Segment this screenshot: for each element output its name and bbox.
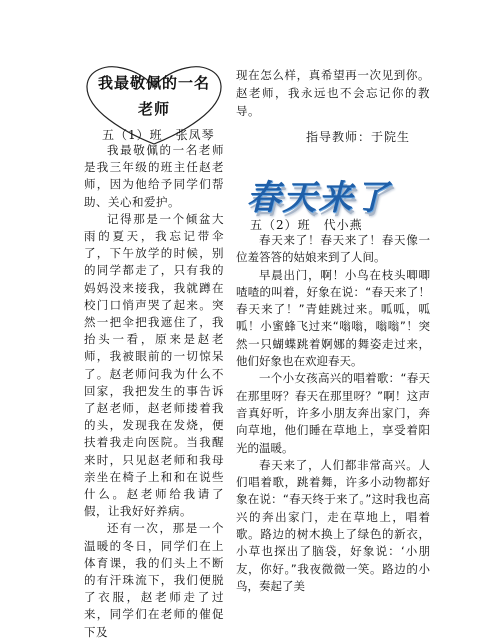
guide-teacher: 指导教师：于院生 [306,130,411,144]
paragraph: 一个小女孩高兴的唱着歌：“春天在那里呀？春天在那里呀？”啊！这声音真好听，许多小朋友奔出家门，奔向草地，他们睡在草地上，享受着阳光的温暖。 [236,371,430,455]
paragraph: 春天来了！春天来了！春天像一位羞答答的姑娘来到了人间。 [236,233,430,265]
author-left: 五（1）班 张凤琴 [102,128,215,142]
continuation-text: 现在怎么样，真希望再一次见到你。赵老师，我永远也不会忘记你的教导。 [236,68,430,118]
author-right: 五（2）班 代小燕 [250,218,363,232]
paragraph: 记得那是一个倾盆大雨的夏天，我忘记带伞了，下午放学的时候，别的同学都走了，只有我的妈妈没来接我，我就蹲在校门口悄声哭了起来。突然一把伞把我遮住了，我抬头一看，原来是赵老师，我被眼前的一切惊呆了。赵老师问我为什么不回家，我把发生的事告诉了赵老师，赵老师搂着我的头，发现我在发烧，便扶着我走向医院。当我醒来时，只见赵老师和我母亲坐在椅子上和和在说些什么。赵老师给我请了假，让我好好养病。 [84,211,224,519]
paragraph: 我最敬佩的一名老师是我三年级的班主任赵老师，因为他给予同学们帮助、关心和爱护。 [84,143,224,209]
title-line-2: 老师 [137,100,170,118]
article-title-right [244,170,420,218]
title-line-1: 我最敬佩的一名 [97,74,210,92]
paragraph: 早晨出门，啊！小鸟在枝头唧唧喳喳的叫着，好象在说：“春天来了！春天来了！”青蛙跳过来。呱呱，呱呱！小蜜蜂飞过来“嗡嗡，嗡嗡”！突然一只蝴蝶跳着婀娜的舞姿走过来，他们好象也在欢迎春天。 [236,267,430,369]
article-body-left [84,142,224,641]
article-title-left [84,70,224,122]
paragraph: 还有一次，那是一个温暖的冬日，同学们在上体育课，我的们头上不断的有汗珠流下，我们便脱了衣服，赵老师走了过来，同学们在老师的催促下及 [84,521,224,639]
article-body-right [236,232,430,595]
wordart-title: 春天来了 [244,178,399,218]
paragraph: 春天来了，人们都非常高兴。人们唱着歌，跳着舞，许多小动物都好象在说：“春天终于来了。”这时我也高兴的奔出家门，走在草地上，唱着歌。路边的树木换上了绿色的新衣，小草也探出了脑袋，好象说：‘小朋友，你好。”我夜微微一笑。路边的小鸟，奏起了美 [236,457,430,593]
